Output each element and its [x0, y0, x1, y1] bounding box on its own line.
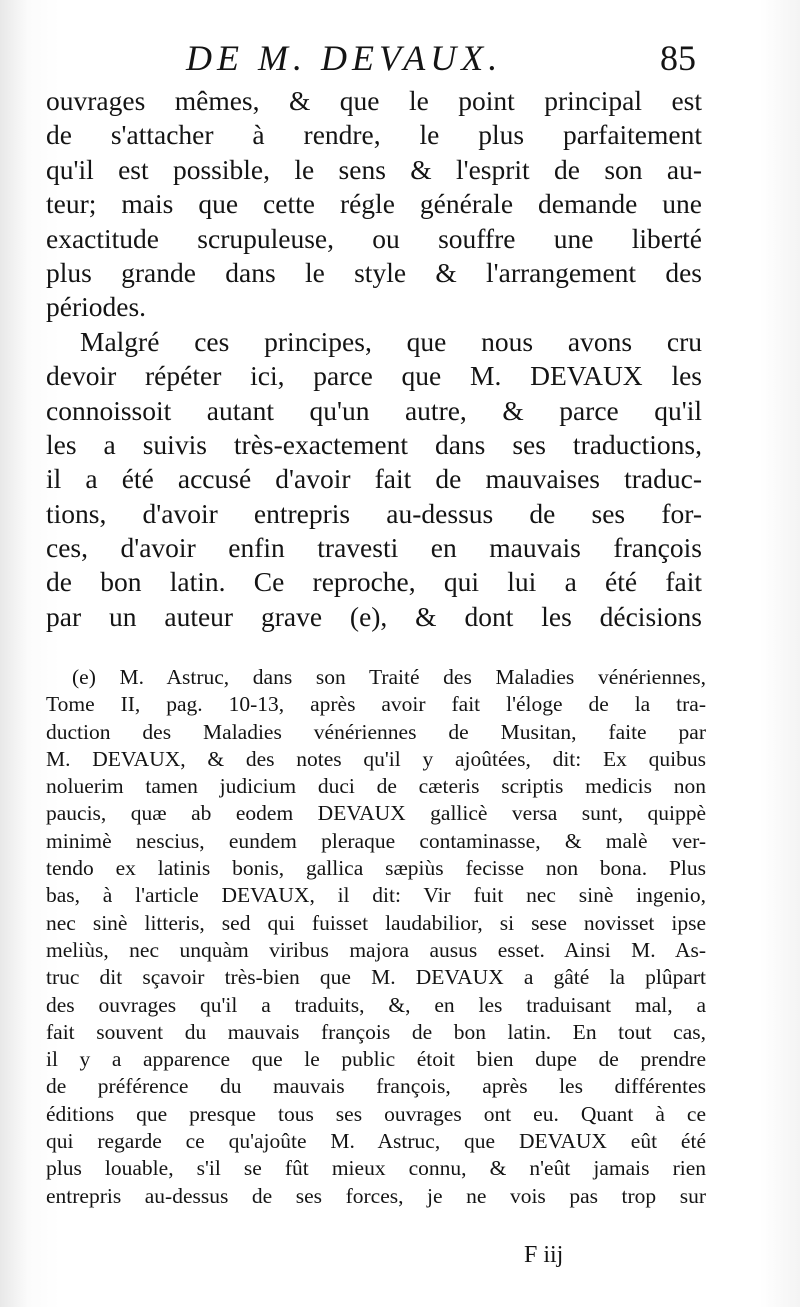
footnote-line: bas, à l'article DEVAUX, il dit: Vir fuit nec sinè ingenio, — [46, 883, 706, 908]
text-line: teur; mais que cette régle générale demande une — [46, 188, 702, 220]
footnote-line: duction des Maladies vénériennes de Musitan, faite par — [46, 719, 706, 744]
page-number: 85 — [660, 38, 696, 78]
text-line: ces, d'avoir enfin travesti en mauvais françois — [46, 532, 702, 564]
text-line: il a été accusé d'avoir fait de mauvaises traduc- — [46, 463, 702, 495]
footnote-line: il y a apparence que le public étoit bien dupe de prendre — [46, 1047, 706, 1072]
text-line: de s'attacher à rendre, le plus parfaitement — [46, 119, 702, 151]
footnote-line: nec sinè litteris, sed qui fuisset laudabilior, si sese novisset ipse — [46, 910, 706, 935]
running-title: DE M. DEVAUX. — [186, 38, 503, 78]
footnote-line: (e) M. Astruc, dans son Traité des Maladies vénériennes, — [72, 665, 706, 689]
footnote-line: truc dit sçavoir très-bien que M. DEVAUX a gâté la plûpart — [46, 965, 706, 990]
footnote-line: meliùs, nec unquàm viribus majora ausus esset. Ainsi M. As- — [46, 937, 706, 962]
footnote-line: noluerim tamen judicium duci de cæteris scriptis medicis non — [46, 774, 706, 799]
footnote-line: paucis, quæ ab eodem DEVAUX gallicè versa sunt, quippè — [46, 801, 706, 826]
text-line: qu'il est possible, le sens & l'esprit de son au- — [46, 153, 702, 185]
footnote-line: de préférence du mauvais françois, après les différentes — [46, 1074, 706, 1099]
footnote-line: plus louable, s'il se fût mieux connu, & n'eût jamais rien — [46, 1156, 706, 1181]
footnote-line: fait souvent du mauvais françois de bon latin. En tout cas, — [46, 1019, 706, 1044]
text-line: par un auteur grave (e), & dont les décisions — [46, 600, 702, 632]
text-line: ouvrages mêmes, & que le point principal est — [46, 85, 702, 116]
footnote-line: qui regarde ce qu'ajoûte M. Astruc, que DEVAUX eût été — [46, 1129, 706, 1154]
text-line: les a suivis très-exactement dans ses traductions, — [46, 428, 702, 460]
text-line: périodes. — [46, 291, 147, 323]
footnote-line: des ouvrages qu'il a traduits, &, en les traduisant mal, a — [46, 992, 706, 1017]
text-line: exactitude scrupuleuse, ou souffre une liberté — [46, 222, 702, 254]
footnote-line: tendo ex latinis bonis, gallica sæpiùs fecisse non bona. Plus — [46, 856, 706, 881]
footnote-line: éditions que presque tous ses ouvrages ont eu. Quant à ce — [46, 1101, 706, 1126]
text-line: connoissoit autant qu'un autre, & parce qu'il — [46, 394, 702, 426]
text-line: devoir répéter ici, parce que M. DEVAUX les — [46, 360, 702, 392]
footnote-line: entrepris au-dessus de ses forces, je ne vois pas trop sur — [46, 1183, 706, 1208]
text-line: Malgré ces principes, que nous avons cru — [80, 325, 702, 357]
footnote-line: M. DEVAUX, & des notes qu'il y ajoûtées, dit: Ex quibus — [46, 746, 706, 771]
signature-mark: F iij — [524, 1242, 564, 1268]
text-line: de bon latin. Ce reproche, qui lui a été fait — [46, 566, 702, 598]
footnote-line: Tome II, pag. 10-13, après avoir fait l'éloge de la tra- — [46, 692, 706, 717]
text-line: plus grande dans le style & l'arrangement des — [46, 256, 702, 288]
text-line: tions, d'avoir entrepris au-dessus de ses for- — [46, 497, 702, 529]
footnote-line: minimè nescius, eundem pleraque contaminasse, & malè ver- — [46, 828, 706, 853]
page-header — [0, 38, 800, 78]
footnote — [46, 664, 706, 1210]
main-text — [46, 84, 702, 634]
